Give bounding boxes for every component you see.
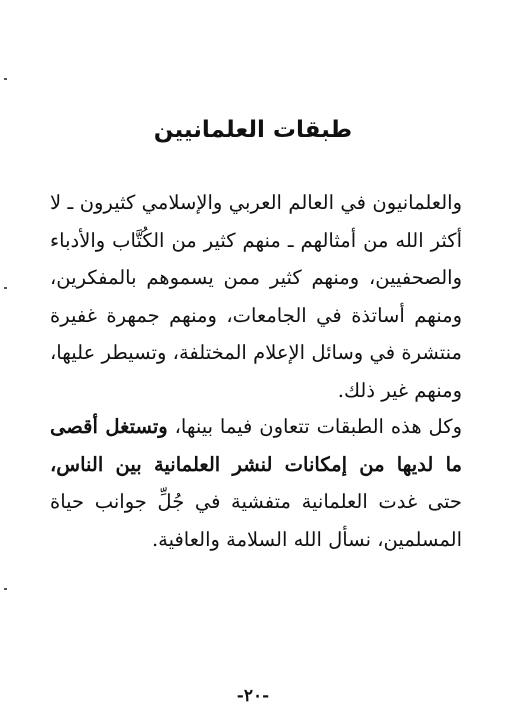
page-number: -٢٠- — [236, 686, 270, 706]
paragraph-2-emphasis: وتستغل أقصى ما لديها من إمكانات لنشر العلمانية بين الناس، — [50, 415, 462, 476]
scan-speck — [4, 588, 7, 590]
chapter-title: طبقات العلمانيين — [153, 117, 353, 143]
paragraph-1: والعلمانيون في العالم العربي والإسلامي كثيرون ـ لا أكثر الله من أمثالهم ـ منهم كثير من الكُتَّاب والأدباء والصحفيين، ومنهم كثير ممن يسموهم بالمفكرين، ومنهم أساتذة في الجامعات، ومنهم جمهرة غفيرة منتشرة في وسائل الإعلام المختلفة، وتسيطر عليها، ومنهم غير ذلك. — [50, 191, 462, 402]
paragraph-2-end: حتى غدت العلمانية متفشية في جُلِّ جوانب حياة المسلمين، نسأل الله السلامة والعافية. — [50, 490, 462, 551]
paragraph-2-start: وكل هذه الطبقات تتعاون فيما بينها، — [167, 415, 462, 438]
scan-speck — [4, 287, 7, 289]
paragraph-2 — [50, 408, 462, 558]
scan-speck — [4, 78, 7, 80]
